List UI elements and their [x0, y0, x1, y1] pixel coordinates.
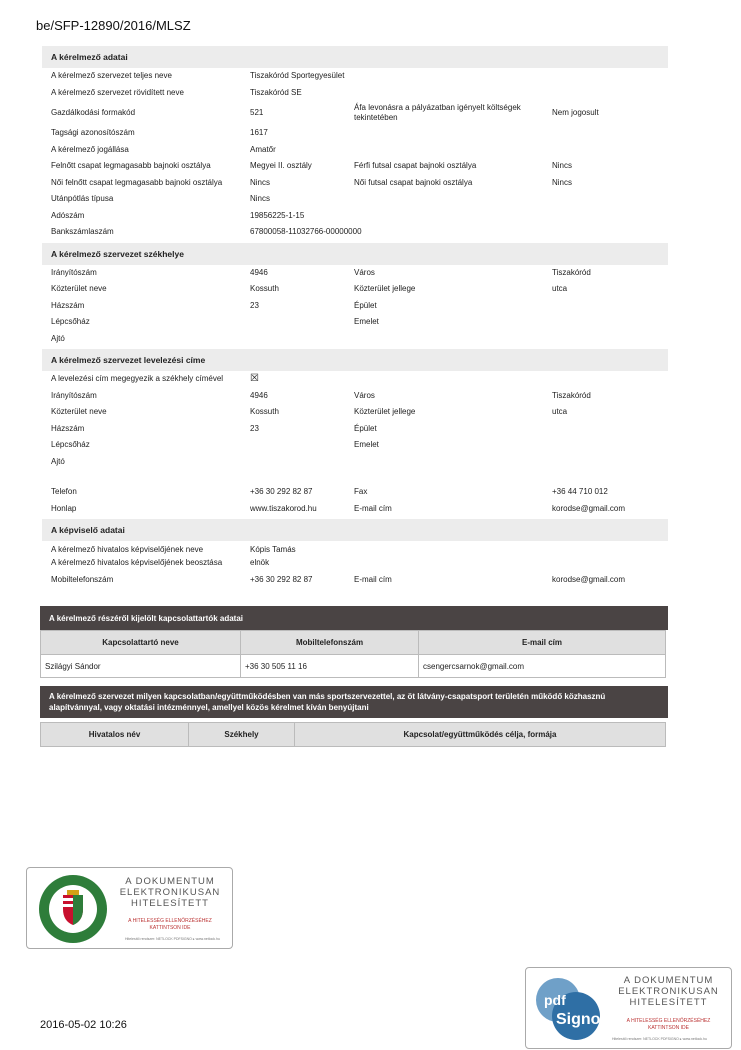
row-house-number — [42, 421, 668, 438]
label: Házszám — [51, 423, 85, 433]
value: 4946 — [250, 390, 268, 400]
row-member-id — [42, 125, 668, 142]
row-phone — [42, 484, 668, 501]
table-row — [41, 655, 666, 678]
label: A kérelmező hivatalos képviselőjének neve — [51, 545, 204, 554]
value: Tiszakóród SE — [250, 87, 302, 97]
column-header: Hivatalos név — [41, 723, 189, 747]
same-address-checkbox[interactable]: ☒ — [250, 373, 259, 384]
value: 521 — [250, 108, 264, 117]
label: A levelezési cím megegyezik a székhely címével — [51, 374, 224, 383]
label: Közterület jellege — [354, 407, 416, 416]
row-business-code — [42, 101, 668, 125]
row-website — [42, 501, 668, 518]
row-tax-number — [42, 208, 668, 225]
row-same-address — [42, 371, 668, 388]
label: Honlap — [51, 503, 77, 513]
value: Nincs — [250, 177, 271, 187]
label: Ajtó — [51, 456, 65, 466]
cell: Szilágyi Sándor — [41, 655, 241, 678]
mlsz-logo-icon — [37, 873, 109, 945]
column-header: Mobiltelefonszám — [241, 631, 419, 655]
label: Közterület neve — [51, 284, 107, 293]
email-link[interactable]: korodse@gmail.com — [552, 575, 626, 584]
label: A kérelmező hivatalos képviselőjének beosztása — [51, 558, 223, 567]
label: Város — [354, 390, 375, 400]
label: Áfa levonásra a pályázatban igényelt költségek tekintetében — [354, 103, 521, 122]
row-staircase — [42, 437, 668, 454]
value: 67800058-11032766-00000000 — [250, 227, 362, 236]
label: Város — [354, 267, 375, 277]
row-street — [42, 404, 668, 421]
value: +36 30 292 82 87 — [250, 487, 313, 496]
section-applicant-title: A kérelmező adatai — [42, 46, 668, 68]
row-door — [42, 454, 668, 471]
value: 23 — [250, 300, 259, 310]
label: Mobiltelefonszám — [51, 575, 114, 584]
row-full-name — [42, 68, 668, 85]
label: Tagsági azonosítószám — [51, 128, 135, 137]
label: A kérelmező jogállása — [51, 144, 129, 154]
section-seat-title: A kérelmező szervezet székhelye — [42, 243, 668, 265]
column-header: E-mail cím — [419, 631, 666, 655]
label: Emelet — [354, 317, 379, 326]
contacts-table — [40, 630, 666, 678]
value: 19856225-1-15 — [250, 210, 305, 220]
value: elnök — [250, 558, 270, 567]
value: Kópis Tamás — [250, 545, 296, 554]
label: Közterület jellege — [354, 284, 416, 293]
value: Tiszakóród — [552, 390, 591, 400]
label: Irányítószám — [51, 267, 97, 277]
application-form — [42, 44, 668, 589]
value: Amatőr — [250, 144, 276, 154]
value: Nem jogosult — [552, 108, 599, 117]
section-mailing-title: A kérelmező szervezet levelezési címe — [42, 349, 668, 371]
stamp-sub2: KATTINTSON IDE — [149, 925, 191, 931]
label: Utánpótlás típusa — [51, 194, 114, 203]
document-date: 2016-05-02 10:26 — [40, 1019, 127, 1031]
value: 23 — [250, 423, 259, 433]
label: Lépcsőház — [51, 317, 90, 326]
stamp-line3: HITELESÍTETT — [131, 898, 209, 909]
cell: +36 30 505 11 16 — [241, 655, 419, 678]
value: +36 30 292 82 87 — [250, 575, 313, 584]
authentication-stamp-pdfsigno[interactable] — [525, 967, 732, 1049]
section-representative-title: A képviselő adatai — [42, 519, 668, 541]
label: Adószám — [51, 210, 85, 220]
label: Női futsal csapat bajnoki osztálya — [354, 177, 473, 187]
row-staircase — [42, 314, 668, 331]
label: Épület — [354, 423, 377, 433]
label: E-mail cím — [354, 575, 392, 584]
value: Nincs — [250, 194, 271, 203]
cooperation-section — [40, 686, 668, 747]
stamp-tiny: Hitelesítő rendszer: NETLOCK PDFSIGNO ▸ www.netlock.hu — [125, 937, 220, 941]
website-link[interactable]: www.tiszakorod.hu — [250, 503, 317, 513]
cell: csengercsarnok@gmail.com — [419, 655, 666, 678]
row-women-league — [42, 175, 668, 192]
authentication-stamp-mlsz[interactable] — [26, 867, 233, 949]
cooperation-title: A kérelmező szervezet milyen kapcsolatban/együttműködésben van más sportszervezettel, az öt látvány-csapatsport területén működő közhasznú alapítvánnyal, vagy oktatási intézménnyel, amellyel közös kérelmet kíván benyújtani — [40, 686, 668, 718]
label: Lépcsőház — [51, 440, 90, 449]
label: Fax — [354, 487, 368, 496]
label: Bankszámlaszám — [51, 227, 114, 236]
label: A kérelmező szervezet teljes neve — [51, 71, 172, 80]
label: Férfi futsal csapat bajnoki osztálya — [354, 161, 477, 170]
row-street — [42, 281, 668, 298]
label: Irányítószám — [51, 390, 97, 400]
row-short-name — [42, 85, 668, 102]
stamp-tiny: Hitelesítő rendszer: NETLOCK PDFSIGNO ▸ www.netlock.hu — [612, 1037, 707, 1041]
value: Nincs — [552, 161, 573, 170]
value: Nincs — [552, 177, 573, 187]
stamp-line2: ELEKTRONIKUSAN — [119, 887, 221, 898]
pdfsigno-logo-icon — [530, 974, 606, 1042]
row-door — [42, 331, 668, 348]
label: Házszám — [51, 300, 85, 310]
label: Női felnőtt csapat legmagasabb bajnoki osztálya — [51, 177, 223, 187]
row-bank-account — [42, 224, 668, 241]
value: Tiszakóród — [552, 267, 591, 277]
row-rep-position — [42, 556, 668, 569]
stamp-line2: ELEKTRONIKUSAN — [618, 986, 719, 997]
value: Tiszakóród Sportegyesület — [250, 71, 345, 80]
value: utca — [552, 407, 568, 416]
logo-signo: Signo — [556, 1011, 601, 1028]
stamp-line3: HITELESÍTETT — [629, 997, 708, 1008]
value: 4946 — [250, 267, 268, 277]
column-header: Székhely — [189, 723, 295, 747]
stamp-sub1: A HITELESSÉG ELLENŐRZÉSÉHEZ — [626, 1018, 711, 1024]
label: Emelet — [354, 440, 379, 449]
value: Kossuth — [250, 284, 279, 293]
label: Közterület neve — [51, 407, 107, 416]
contacts-section — [40, 606, 668, 678]
cooperation-table — [40, 722, 666, 747]
label: Gazdálkodási formakód — [51, 108, 136, 117]
row-zip — [42, 388, 668, 405]
label: E-mail cím — [354, 503, 392, 513]
value: Kossuth — [250, 407, 279, 416]
label: Épület — [354, 300, 377, 310]
row-rep-mobile — [42, 569, 668, 589]
stamp-line1: A DOKUMENTUM — [623, 975, 714, 986]
value: 1617 — [250, 128, 268, 137]
stamp-line1: A DOKUMENTUM — [125, 876, 215, 887]
contacts-title: A kérelmező részéről kijelölt kapcsolattartók adatai — [40, 606, 668, 630]
label: A kérelmező szervezet rövidített neve — [51, 87, 184, 97]
label: Telefon — [51, 487, 77, 496]
row-youth-type — [42, 191, 668, 208]
row-legal-status — [42, 142, 668, 159]
value: +36 44 710 012 — [552, 487, 608, 496]
label: Felnőtt csapat legmagasabb bajnoki osztálya — [51, 161, 211, 170]
row-house-number — [42, 298, 668, 315]
stamp-sub1: A HITELESSÉG ELLENŐRZÉSÉHEZ — [128, 918, 212, 924]
column-header: Kapcsolattartó neve — [41, 631, 241, 655]
row-zip — [42, 265, 668, 282]
value: Megyei II. osztály — [250, 161, 312, 170]
document-id: be/SFP-12890/2016/MLSZ — [36, 18, 191, 33]
logo-pdf: pdf — [544, 992, 566, 1008]
stamp-sub2: KATTINTSON IDE — [647, 1025, 690, 1031]
value: utca — [552, 284, 568, 293]
row-rep-name — [42, 543, 668, 556]
row-adult-league — [42, 158, 668, 175]
email-link[interactable]: korodse@gmail.com — [552, 503, 626, 513]
column-header: Kapcsolat/együttműködés célja, formája — [295, 723, 666, 747]
label: Ajtó — [51, 333, 65, 343]
